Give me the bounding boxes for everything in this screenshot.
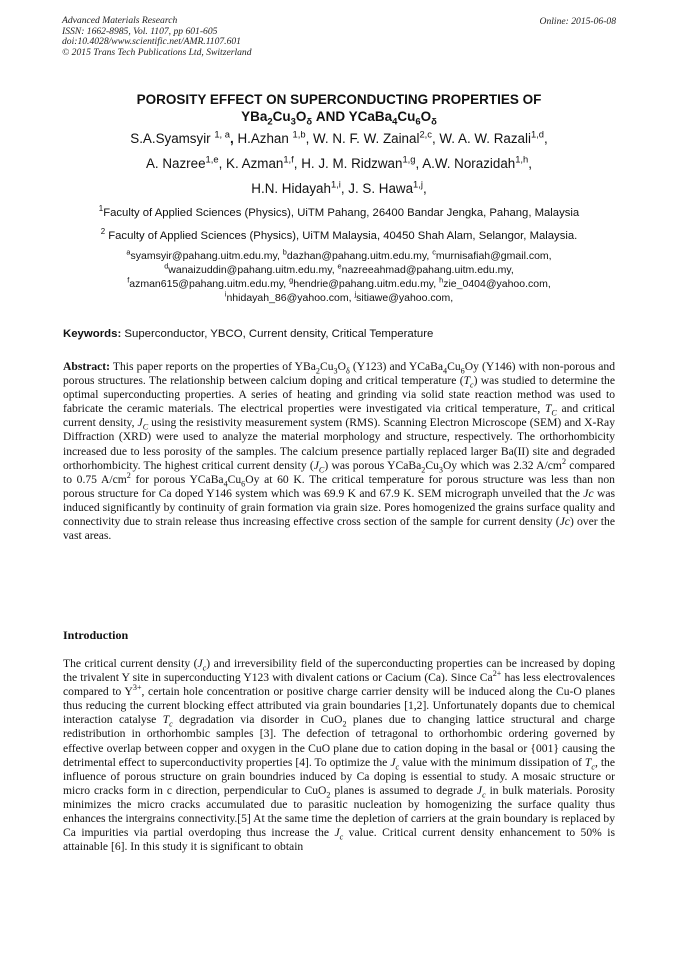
introduction-paragraph: The critical current density $(J_c)$ and irreversibility field of the superconducting properties can be increased by doping the trivalent Y site in superconducting Y123 with divalent cations or Cacium (Ca). Since $Ca^{2+}$ has less electrovalences compared to $Y^{3+}$, certain hole concentration or positive charge carrier density will be induced along the Cu-O planes thus reducing the current blocking effect attributed via grain boundaries [1,2]. Unfortunately dopants due to chemical interaction catalyse $T_c$ degradation via disorder in CuO$_2$ planes due to changing lattice structural and charge redistribution in orthorhombic samples [3]. The defection of tetragonal to orthorhombic ordering governed by effective overlap between copper and oxygen in the CuO plane due to cation doping in the basal or {001} causing the detrimental effect to superconductivity properties [4]. To optimize the $J_c$ value with the minimum dissipation of $T_c$, the influence of porous structure on grain boundries induced by Ca doping is essential to study. A mosaic structure or micro cracks form in c direction, perpendicular to CuO$_2$ planes is assumed to degrade $J_c$ in bulk materials. Porosity minimizes the micro cracks accumulated due to parasitic nucleation by homogenizing the surface quality thus enhances the intergrains connectivity.[5] At the same time the depletion of carriers at the grain boundary is replaced by Ca impurities via partial overdoping thus increase the $J_c$ value. Critical current density enhancement to 50% is attainable [6]. In this study it is significant to obtain <box>63 657 616 854</box>
email-line-3: $^f$azman615@pahang.uitm.edu.my, $^g$hendrie@pahang.uitm.edu.my, $^h$zie_0404@yahoo.com, <box>127 275 551 290</box>
abstract-paragraph: Abstract: This paper reports on the properties of $YBa_2Cu_3O_\delta$ (Y123) and $YCaBa_4Cu_6Oy$ (Y146) with non-porous and porous structures. The relationship between calcium doping and critical temperature $(T_c)$ was studied to determine the optimal superconducting properties. A series of heating and grinding via solid state reaction method was used to fabricate the ceramic materials. The electrical properties were investigated via critical temperature, $T_C$ and critical current density, $J_C$ using the resistivity measurement system (RMS). Scanning Electron Microscope (SEM) and X-Ray Diffraction (XRD) were used to analyze the material morphology and structure, respectively. The orthorhombicity increased due to less porosity of the samples. The calcium presence partially replaced larger Ba(II) site and degraded orthorhombicity. The highest critical current density $(J_C)$ was porous $YCaBa_2Cu_3Oy$ which was 2.32 $A/cm^2$ compared to 0.75 $A/cm^2$ for porous $YCaBa_4Cu_6Oy$ at 60 K. The critical temperature for porous structure was less than non porous structure for Ca doped Y146 system which was 69.9 K and 67.9 K. SEM micrograph unveiled that the Jc was induced significantly by continuity of grain formation via grain size. Pores homogenized the grains surface quality and connectivity due to strain release thus increasing effective cross section of the sample for current density (Jc) over the vast areas. <box>63 360 615 543</box>
email-line-1: $^a$syamsyir@pahang.uitm.edu.my, $^b$dazhan@pahang.uitm.edu.my, $^c$murnisafiah@gmail.com, <box>126 247 552 262</box>
paper-title <box>40 91 638 128</box>
doi-line: doi:10.4028/www.scientific.net/AMR.1107.601 <box>62 36 241 48</box>
journal-name: Advanced Materials Research <box>62 15 178 26</box>
abstract-label: Abstract: <box>63 360 111 373</box>
issn-line: ISSN: 1662-8985, Vol. 1107, pp 601-605 <box>62 25 218 37</box>
affiliation-2: $^2$ Faculty of Applied Sciences (Physics), UiTM Malaysia, 40450 Shah Alam, Selangor, Malaysia. <box>100 227 578 242</box>
email-list <box>30 249 648 305</box>
title-line-1: POROSITY EFFECT ON SUPERCONDUCTING PROPERTIES OF <box>136 92 542 107</box>
author-line-1: S.A.Syamsyir $^{1, a}$, H.Azhan $^{1,b}$, W. N. F. W. Zainal$^{2,c}$, W. A. W. Razali$^{1,d}$, <box>130 129 548 146</box>
affiliation-1: $^1$Faculty of Applied Sciences (Physics), UiTM Pahang, 26400 Bandar Jengka, Pahang, Malaysia <box>98 204 580 219</box>
keywords-label: Keywords: <box>63 328 122 340</box>
keywords <box>63 328 618 340</box>
keywords-text: Superconductor, YBCO, Current density, Critical Temperature <box>121 328 434 340</box>
author-line-3: H.N. Hidayah$^{1,i}$, J. S. Hawa$^{1,j}$, <box>251 179 427 196</box>
introduction-heading: Introduction <box>63 628 129 642</box>
email-line-4: $^i$nhidayah_86@yahoo.com, $^j$sitiawe@yahoo.com, <box>224 289 454 304</box>
author-line-2: A. Nazree$^{1,e}$, K. Azman$^{1,f}$, H. J. M. Ridzwan$^{1,g}$, A.W. Norazidah$^{1,h}$, <box>145 154 532 171</box>
email-line-2: $^d$wanaizuddin@pahang.uitm.edu.my, $^e$nazreeahmad@pahang.uitm.edu.my, <box>164 261 514 276</box>
online-date: Online: 2015-06-08 <box>539 16 616 27</box>
title-line-2: $YBa_2Cu_3O_\delta$ AND $YCaBa_4Cu_6O_\delta$ <box>241 109 437 128</box>
author-list <box>30 126 648 201</box>
journal-info <box>62 16 252 58</box>
copyright-line: © 2015 Trans Tech Publications Ltd, Switzerland <box>62 46 252 58</box>
